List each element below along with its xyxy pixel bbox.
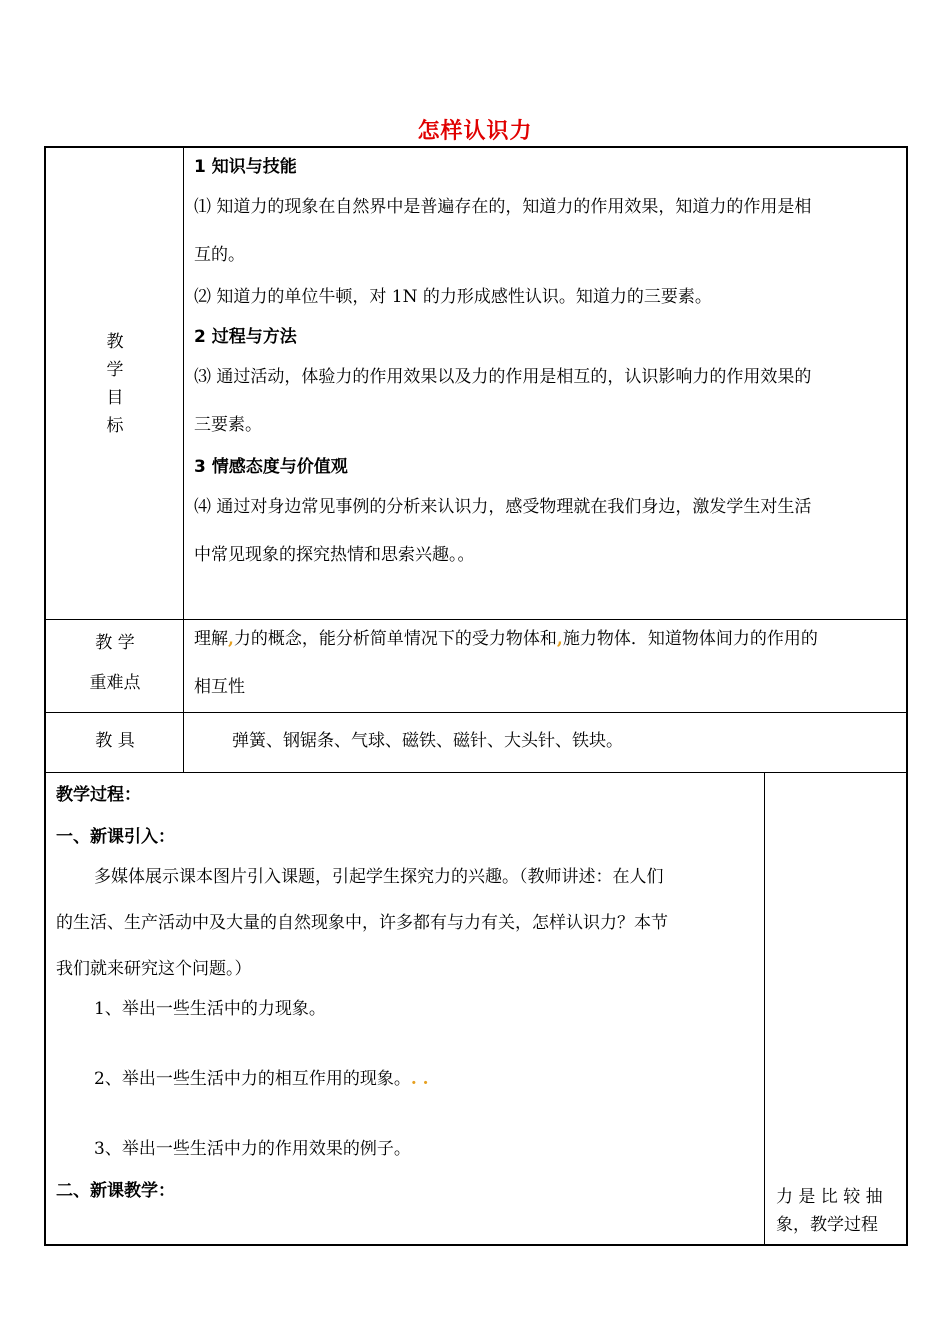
tools-text: 弹簧、钢锯条、气球、磁铁、磁针、大头针、铁块。 bbox=[232, 731, 623, 751]
intro-text: 多媒体展示课本图片引入课题，引起学生探究力的兴趣。（教师讲述：在人们 bbox=[94, 867, 664, 887]
objective-text: ⑵ 知道力的单位牛顿，对 1N 的力形成感性认识。知道力的三要素。 bbox=[194, 287, 712, 307]
key-points-text: 理解,力的概念，能分析简单情况下的受力物体和,施力物体．知道物体间力的作用的 bbox=[194, 629, 818, 649]
side-note-text: 象，教学过程 bbox=[776, 1215, 878, 1235]
key-points-label-1: 教 学 bbox=[95, 633, 135, 653]
section-heading: 一、新课引入： bbox=[56, 827, 175, 847]
list-item: 2、举出一些生活中力的相互作用的现象。. . bbox=[94, 1069, 429, 1089]
objective-text: 互的。 bbox=[194, 245, 245, 265]
page-title: 怎样认识力 bbox=[417, 118, 533, 144]
intro-text: 我们就来研究这个问题。） bbox=[56, 959, 252, 979]
side-note-text: 力 是 比 较 抽 bbox=[776, 1187, 883, 1207]
objective-text: 中常见现象的探究热情和思索兴趣。。 bbox=[194, 545, 475, 565]
tools-label: 教 具 bbox=[95, 731, 135, 751]
key-points-text: 相互性 bbox=[194, 677, 245, 697]
objective-text: ⑶ 通过活动，体验力的作用效果以及力的作用是相互的，认识影响力的作用效果的 bbox=[194, 367, 812, 387]
list-item: 1、举出一些生活中的力现象。 bbox=[94, 999, 326, 1019]
row-divider bbox=[46, 712, 906, 713]
row-divider bbox=[46, 619, 906, 620]
key-points-label-2: 重难点 bbox=[89, 673, 141, 693]
column-divider bbox=[764, 772, 765, 1246]
objectives-label: 教 学 目 标 bbox=[106, 332, 124, 436]
list-item: 3、举出一些生活中力的作用效果的例子。 bbox=[94, 1139, 411, 1159]
row-divider bbox=[46, 772, 906, 773]
objective-heading: 2 过程与方法 bbox=[194, 327, 297, 347]
lesson-plan-table bbox=[44, 146, 908, 1246]
objective-heading: 3 情感态度与价值观 bbox=[194, 457, 348, 477]
objective-text: ⑴ 知道力的现象在自然界中是普遍存在的，知道力的作用效果，知道力的作用是相 bbox=[194, 197, 812, 217]
objective-heading: 1 知识与技能 bbox=[194, 157, 297, 177]
process-heading: 教学过程： bbox=[56, 785, 141, 805]
objective-text: ⑷ 通过对身边常见事例的分析来认识力，感受物理就在我们身边，激发学生对生活 bbox=[194, 497, 812, 517]
objective-text: 三要素。 bbox=[194, 415, 262, 435]
intro-text: 的生活、生产活动中及大量的自然现象中，许多都有与力有关，怎样认识力？本节 bbox=[56, 913, 668, 933]
section-heading: 二、新课教学： bbox=[56, 1181, 175, 1201]
